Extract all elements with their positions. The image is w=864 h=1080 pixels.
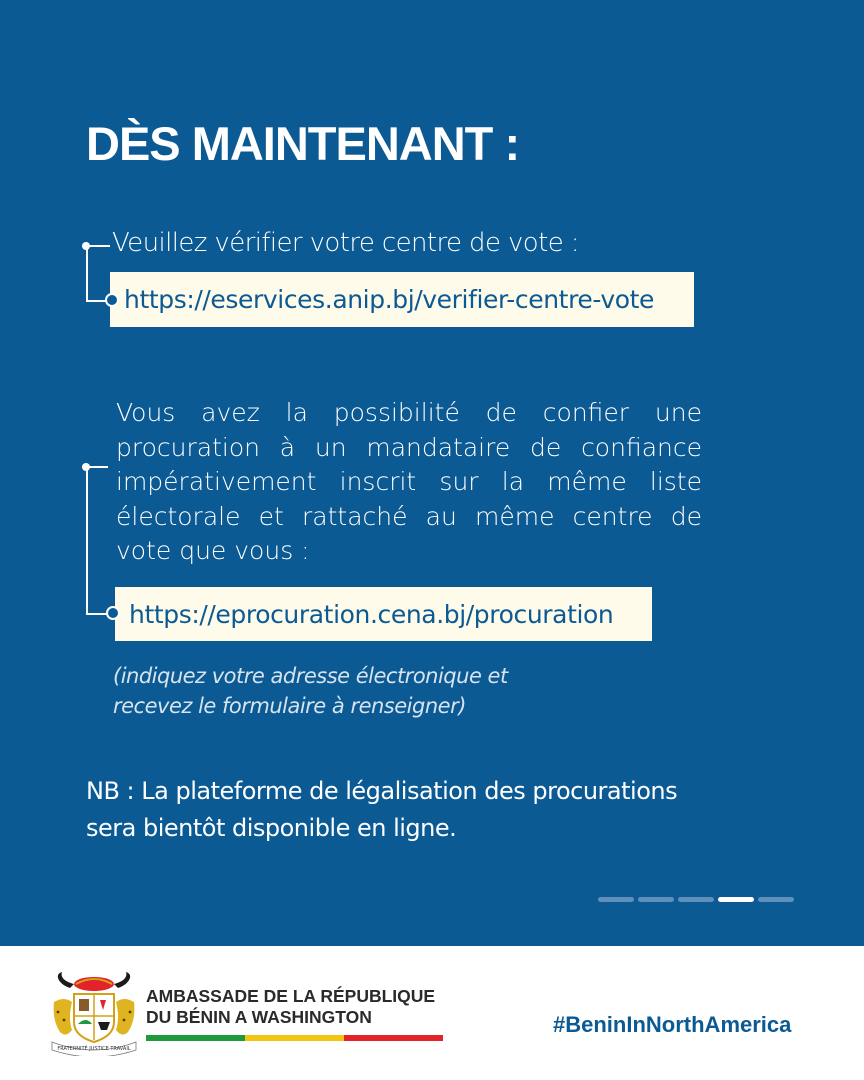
note-line-2: sera bientôt disponible en ligne. [86, 814, 457, 842]
step2-connector-line [86, 467, 88, 615]
pager-segment[interactable] [718, 897, 754, 902]
svg-text:FRATERNITÉ JUSTICE TRAVAIL: FRATERNITÉ JUSTICE TRAVAIL [57, 1046, 131, 1052]
step2-text: Vous avez la possibilité de confier une procuration à un mandataire de confiance impérativement inscrit sur la même liste électorale et rattaché au même centre de vote que vous : [116, 398, 702, 565]
pager-segment[interactable] [638, 897, 674, 902]
pager-segment[interactable] [758, 897, 794, 902]
flag-green [146, 1035, 245, 1041]
flag-stripe [146, 1035, 443, 1041]
step1-connector-line [86, 246, 88, 302]
verify-center-link[interactable]: https://eservices.anip.bj/verifier-centre-vote [124, 285, 655, 314]
hint-line-1: (indiquez votre adresse électronique et [113, 664, 508, 688]
coat-of-arms-icon [48, 972, 140, 1056]
flag-yellow [245, 1035, 344, 1041]
footer [0, 946, 864, 1080]
step1-text: Veuillez vérifier votre centre de vote : [112, 228, 579, 258]
embassy-line-2: DU BÉNIN A WASHINGTON [146, 1007, 372, 1027]
verify-center-link-box[interactable] [110, 272, 694, 327]
page-title: DÈS MAINTENANT : [86, 117, 520, 170]
note-text [86, 773, 766, 847]
procuration-hint [113, 661, 593, 721]
carousel-pager [598, 897, 794, 902]
pager-segment[interactable] [678, 897, 714, 902]
procuration-link-box[interactable] [115, 587, 652, 641]
step1-link-dot [105, 293, 119, 307]
flag-red [344, 1035, 443, 1041]
embassy-name [146, 986, 435, 1028]
procuration-link[interactable]: https://eprocuration.cena.bj/procuration [129, 599, 614, 629]
pager-segment[interactable] [598, 897, 634, 902]
step2-link-line [86, 613, 108, 615]
step2-lead-line [88, 466, 108, 468]
step1-link-line [86, 300, 106, 302]
note-line-1: NB : La plateforme de légalisation des procurations [86, 777, 678, 805]
step2-link-dot [106, 606, 120, 620]
hint-line-2: recevez le formulaire à renseigner) [113, 694, 466, 718]
step1-lead-line [88, 245, 110, 247]
hashtag[interactable]: #BeninInNorthAmerica [553, 1012, 792, 1037]
embassy-line-1: AMBASSADE DE LA RÉPUBLIQUE [146, 986, 436, 1006]
